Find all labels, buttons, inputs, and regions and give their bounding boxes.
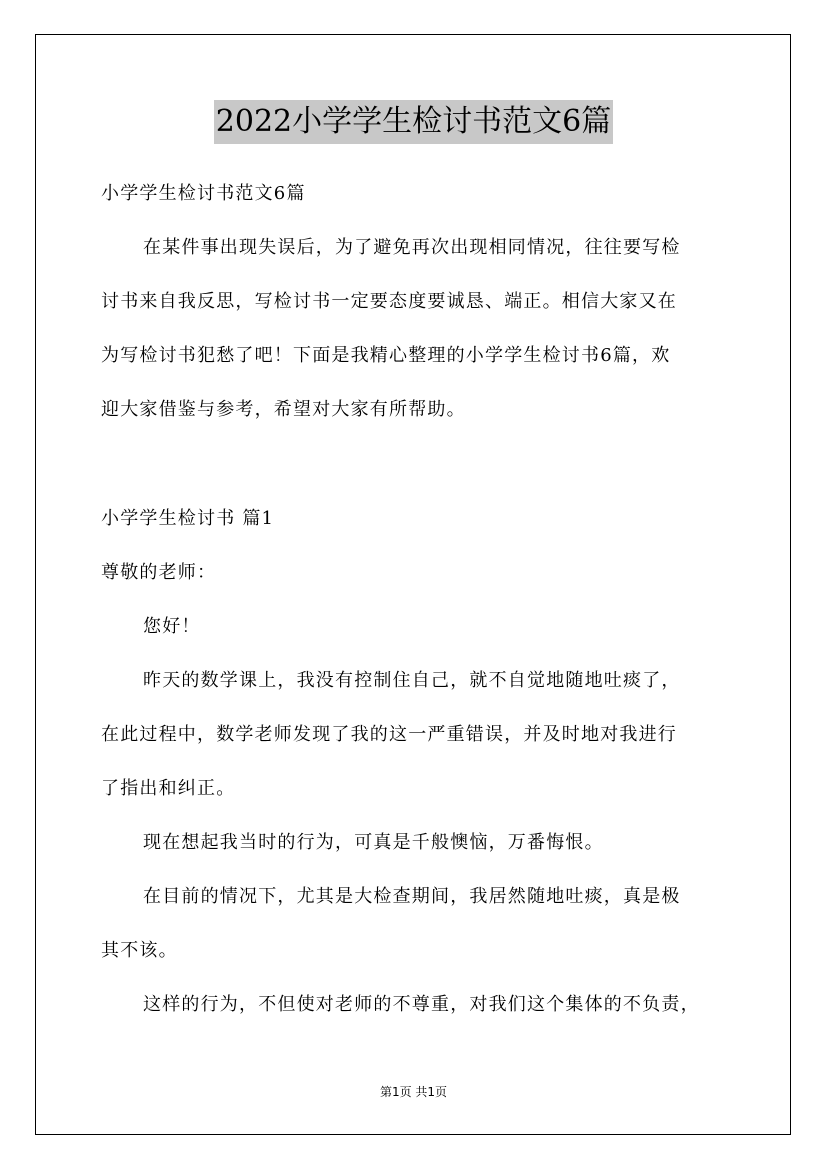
- document-title: 2022小学学生检讨书范文6篇: [214, 100, 613, 144]
- para3-line-1: 在目前的情况下，尤其是大检查期间，我居然随地吐痰，真是极: [143, 886, 681, 907]
- intro-line-4: 迎大家借鉴与参考，希望对大家有所帮助。: [101, 399, 466, 420]
- section-heading: 小学学生检讨书 篇1: [101, 508, 275, 529]
- para1-line-3: 了指出和纠正。: [101, 778, 236, 799]
- salutation: 尊敬的老师：: [101, 562, 217, 583]
- para4: 这样的行为，不但使对老师的不尊重，对我们这个集体的不负责，: [143, 994, 700, 1015]
- intro-line-1: 在某件事出现失误后，为了避免再次出现相同情况，往往要写检: [143, 237, 681, 258]
- intro-line-3: 为写检讨书犯愁了吧！下面是我精心整理的小学学生检讨书6篇，欢: [101, 345, 671, 366]
- para1-line-2: 在此过程中，数学老师发现了我的这一严重错误，并及时地对我进行: [101, 724, 677, 745]
- para2: 现在想起我当时的行为，可真是千般懊恼，万番悔恨。: [143, 832, 604, 853]
- intro-line-2: 讨书来自我反思，写检讨书一定要态度要诚恳、端正。相信大家又在: [101, 291, 677, 312]
- greeting: 您好！: [143, 616, 201, 637]
- para1-line-1: 昨天的数学课上，我没有控制住自己，就不自觉地随地吐痰了，: [143, 670, 681, 691]
- page-footer: 第1页 共1页: [379, 1085, 448, 1099]
- para3-line-2: 其不该。: [101, 940, 178, 961]
- subtitle: 小学学生检讨书范文6篇: [101, 183, 306, 204]
